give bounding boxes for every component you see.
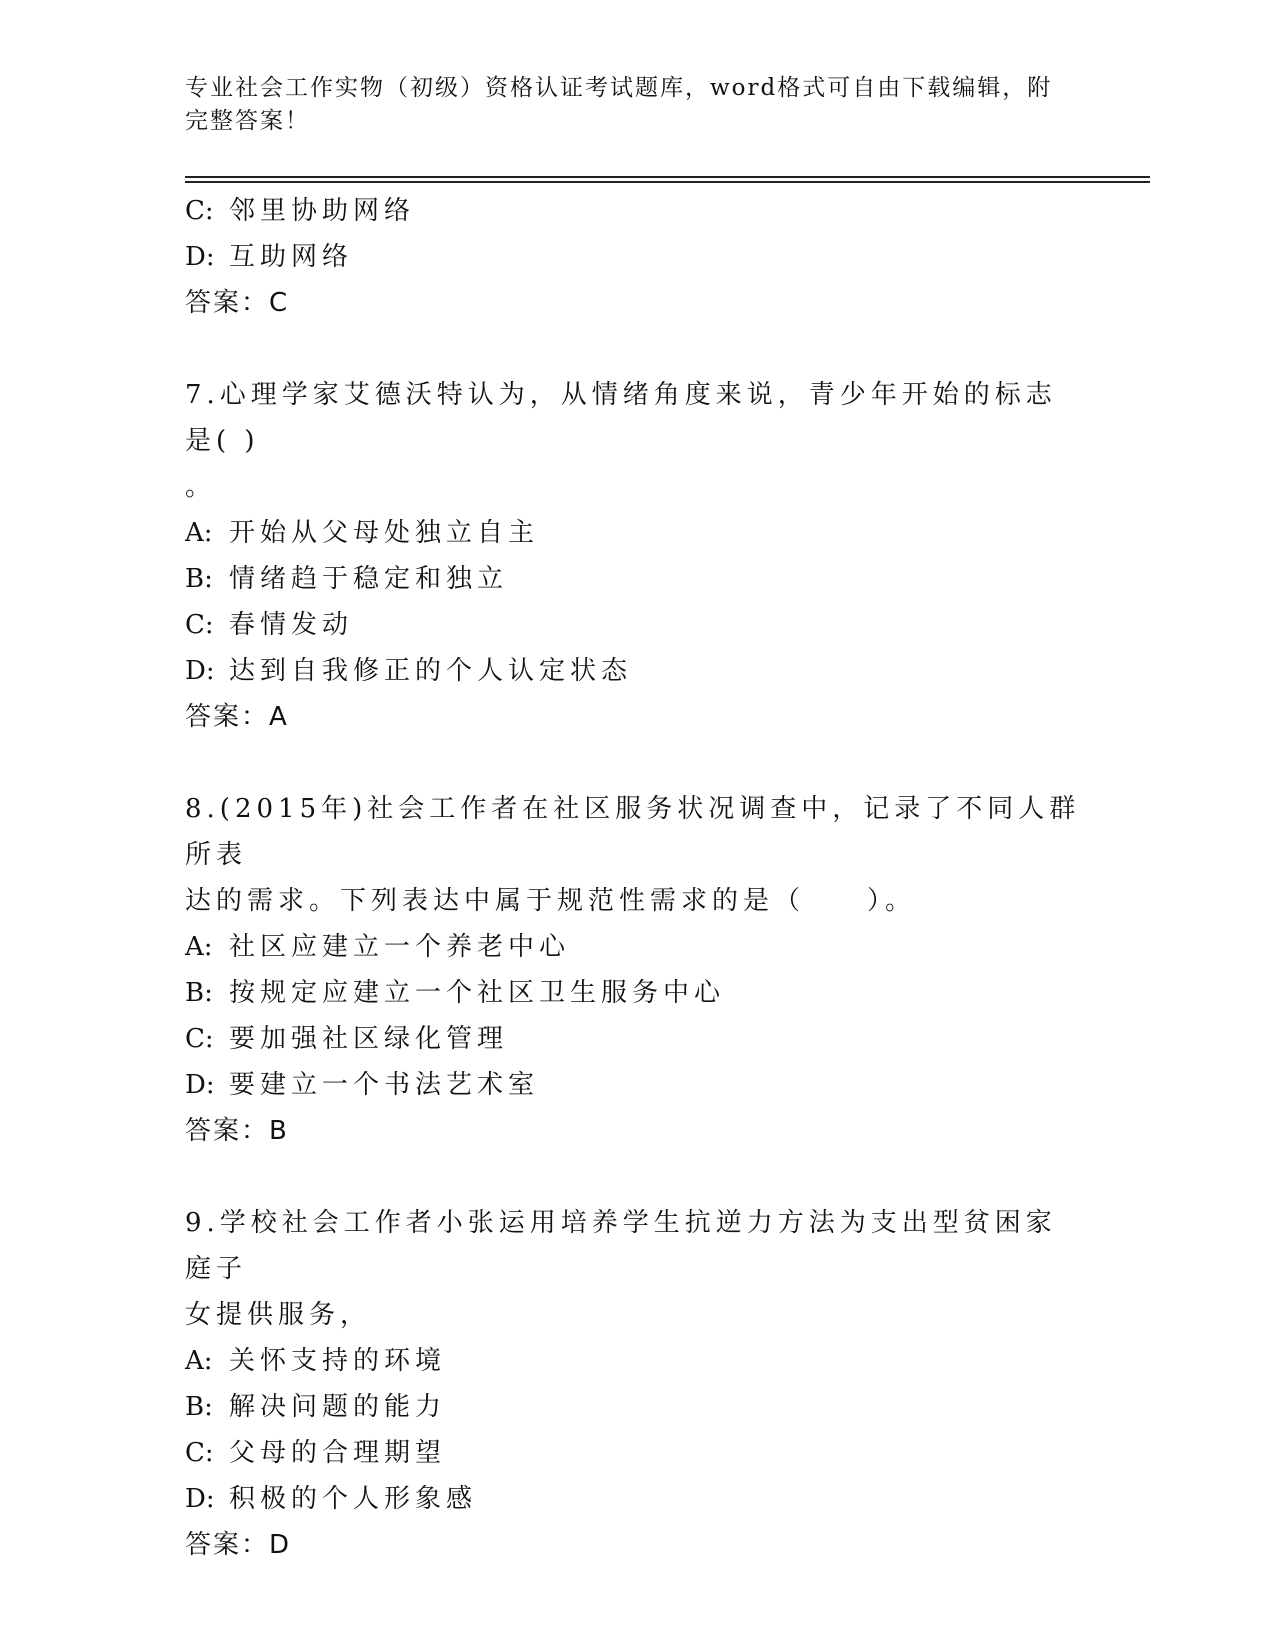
option-text: 社区应建立一个养老中心 (229, 932, 571, 962)
question-stem-line: 女提供服务， (185, 1300, 372, 1330)
option-b (185, 556, 1085, 602)
option-text: 积极的个人形象感 (229, 1484, 478, 1514)
option-text: 开始从父母处独立自主 (229, 518, 540, 548)
option-key: B: (185, 1392, 213, 1422)
page-header: 专业社会工作实物（初级）资格认证考试题库，word格式可自由下载编辑，附完整答案！ (185, 75, 1053, 134)
question-7 (185, 372, 1085, 740)
option-text: 要建立一个书法艺术室 (229, 1070, 540, 1100)
option-text: 父母的合理期望 (229, 1438, 447, 1468)
option-text: 解决问题的能力 (229, 1392, 447, 1422)
option-d (185, 234, 1085, 280)
option-b (185, 970, 1085, 1016)
question-list (185, 188, 1085, 1568)
option-key: C: (185, 1024, 214, 1054)
option-text: 春情发动 (229, 610, 354, 640)
carryover-block (185, 188, 1085, 326)
option-c (185, 602, 1085, 648)
answer-line: 答案：A (185, 702, 289, 732)
question-8 (185, 786, 1085, 1154)
question-stem-line: 。 (185, 472, 217, 502)
option-d (185, 648, 1085, 694)
option-key: D: (185, 1070, 215, 1100)
option-text: 邻里协助网络 (229, 196, 416, 226)
option-a (185, 1338, 1085, 1384)
option-b (185, 1384, 1085, 1430)
question-stem-line: 7.心理学家艾德沃特认为，从情绪角度来说，青少年开始的标志是( ) (185, 380, 1057, 456)
option-key: B: (185, 978, 213, 1008)
option-text: 要加强社区绿化管理 (229, 1024, 509, 1054)
option-text: 情绪趋于稳定和独立 (229, 564, 509, 594)
answer-line: 答案：B (185, 1116, 289, 1146)
option-key: C: (185, 1438, 214, 1468)
option-d (185, 1062, 1085, 1108)
option-text: 按规定应建立一个社区卫生服务中心 (229, 978, 726, 1008)
option-key: C: (185, 196, 214, 226)
header-divider-bottom (185, 181, 1150, 183)
option-key: D: (185, 1484, 215, 1514)
option-key: A: (185, 932, 213, 962)
option-a (185, 924, 1085, 970)
option-key: D: (185, 656, 215, 686)
option-key: A: (185, 1346, 213, 1376)
option-key: A: (185, 518, 213, 548)
header-divider-top (185, 176, 1150, 178)
option-a (185, 510, 1085, 556)
answer-line: 答案：C (185, 288, 290, 318)
option-text: 互助网络 (229, 242, 354, 272)
option-c (185, 188, 1085, 234)
answer-line: 答案：D (185, 1530, 292, 1560)
question-stem-line: 达的需求。下列表达中属于规范性需求的是（ ）。 (185, 886, 917, 916)
question-stem-line: 9.学校社会工作者小张运用培养学生抗逆力方法为支出型贫困家庭子 (185, 1208, 1057, 1284)
option-key: C: (185, 610, 214, 640)
option-key: B: (185, 564, 213, 594)
option-c (185, 1016, 1085, 1062)
option-d (185, 1476, 1085, 1522)
option-text: 达到自我修正的个人认定状态 (229, 656, 633, 686)
option-c (185, 1430, 1085, 1476)
option-key: D: (185, 242, 215, 272)
question-9 (185, 1200, 1085, 1568)
option-text: 关怀支持的环境 (229, 1346, 447, 1376)
question-stem-line: 8.(2015年)社会工作者在社区服务状况调查中，记录了不同人群所表 (185, 794, 1081, 870)
